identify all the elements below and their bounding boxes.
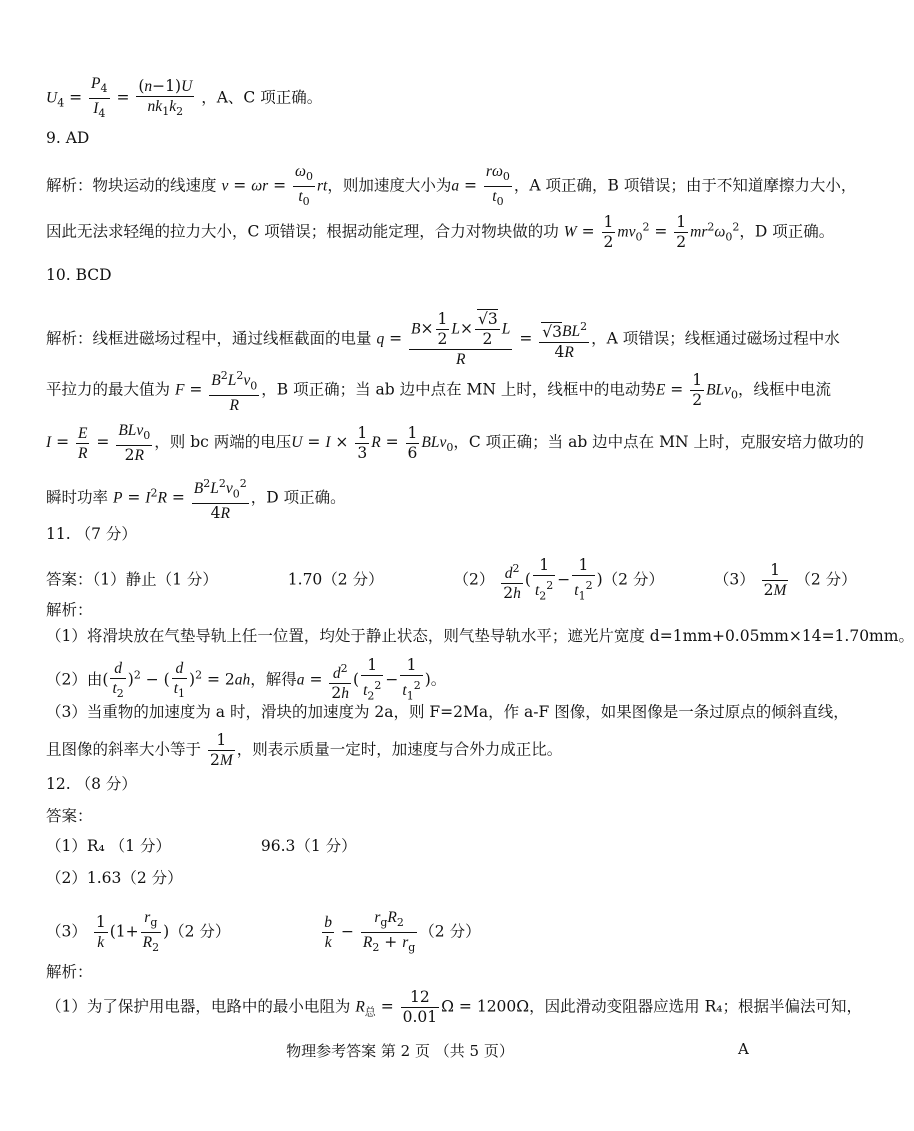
q10-analysis-line-4: 瞬时功率 $P = I^2R$ = $\frac{B^2L^2v_0^2}{4R}$ ，D 项正确。 (46, 474, 346, 523)
q12-analysis-label: 解析： (46, 963, 93, 981)
q10-analysis-line-3: I = $\frac{E}{R}$ = $\frac{BLv_0}{2R}$ ，则 bc 两端的电压U = I × $\frac{1}{3}$ R = $\frac{1}{6}$ BLv$_0$，C 项正确；当 ab 边中点在 MN 上时，克服安培力做功的 (46, 422, 864, 465)
q11-analysis-p3: （3）当重物的加速度为 a 时，滑块的加速度为 2a，则 F=2Ma，作 a-F 图像，如果图像是一条过原点的倾斜直线， (46, 703, 849, 721)
u4-tail: ，A、C 项正确。 (201, 88, 323, 107)
q11-answers: 答案：（1）静止（1 分） 1.70（2 分） （2） $\frac{d^2}{2h}$ ( $\frac{1}{t_2^2}$ − $\frac{1}{t_1^2}$ )（2 分） （3） $\frac{1}{2M}$ （2 分） (46, 556, 857, 603)
q12-answer-3: （3） $\frac{1}{k}$ (1+ $\frac{r_g}{R_2}$ )（2 分） $\frac{b}{k}$ − $\frac{r_gR_2}{R_2 + r_g}$ （2 分） (46, 909, 481, 955)
q12-heading: 12. （8 分） (46, 775, 137, 793)
q10-analysis-line-2: 平拉力的最大值为 F = $\frac{B^2L^2v_0}{R}$ ，B 项正确；当 ab 边中点在 MN 上时，线框中的电动势E = $\frac{1}{2}$ BLv$_0$，线框中电流 (46, 366, 831, 415)
q9-analysis-line-1: 解析：物块运动的线速度 v = ωr = $\frac{\omega_0}{t_0}$ rt，则加速度大小为a = $\frac{r\omega_0}{t_0}$ ，A 项正确，B 项错误；由于不知道摩擦力大小， (46, 163, 857, 209)
q9-analysis-line-2: 因此无法求轻绳的拉力大小，C 项错误；根据动能定理，合力对物块做的功 W = $\frac{1}{2}$ $mv_0^2$ = $\frac{1}{2}$ $mr^2\omega_0^2$，D 项正确。 (46, 213, 835, 251)
q12-answer-label: 答案： (46, 807, 93, 825)
q11-analysis-label: 解析： (46, 601, 93, 619)
q11-analysis-p4: 且图像的斜率大小等于 $\frac{1}{2M}$ ，则表示质量一定时，加速度与合外力成正比。 (46, 731, 563, 769)
q11-analysis-p1: （1）将滑块放在气垫导轨上任一位置，均处于静止状态，则气垫导轨水平；遮光片宽度 d=1mm+0.05mm×14=1.70mm。 (46, 627, 914, 645)
page-footer: 物理参考答案 第 2 页 （共 5 页） (286, 1042, 514, 1060)
formula-u4-line: $U_4$ = $\frac{P_4}{I_4}$ = $\frac{(n-1)U}{nk_1k_2}$ ，A、C 项正确。 (46, 75, 323, 121)
q10-heading: 10. BCD (46, 266, 112, 284)
q12-answer-1: （1）R₄ （1 分） 96.3（1 分） (46, 837, 357, 855)
q11-analysis-p2: （2）由( $\frac{d}{t_2}$ )$^2$ − ( $\frac{d}{t_1}$ )$^2$ = 2ah，解得a = $\frac{d^2}{2h}$ ( $\frac{1}{t_2^2}$ − $\frac{1}{t_1^2}$ )。 (46, 656, 447, 703)
q10-analysis-line-1: 解析：线框进磁场过程中，通过线框截面的电量 q = B× $\frac{1}{2}$ L× $\frac{√3}{2}$ L R = $\frac{√3BL^2}{4R}$ ，A 项错误；线框通过磁场过程中水 (46, 310, 840, 368)
q9-heading: 9. AD (46, 129, 90, 147)
q12-answer-2: （2）1.63（2 分） (46, 869, 183, 887)
version-letter: A (738, 1040, 749, 1058)
q11-heading: 11. （7 分） (46, 525, 137, 543)
q12-analysis-p1: （1）为了保护用电器，电路中的最小电阻为 $R_总$ = $\frac{12}{0.01}$ Ω = 1200Ω，因此滑动变阻器应选用 R₄；根据半偏法可知， (46, 988, 862, 1026)
